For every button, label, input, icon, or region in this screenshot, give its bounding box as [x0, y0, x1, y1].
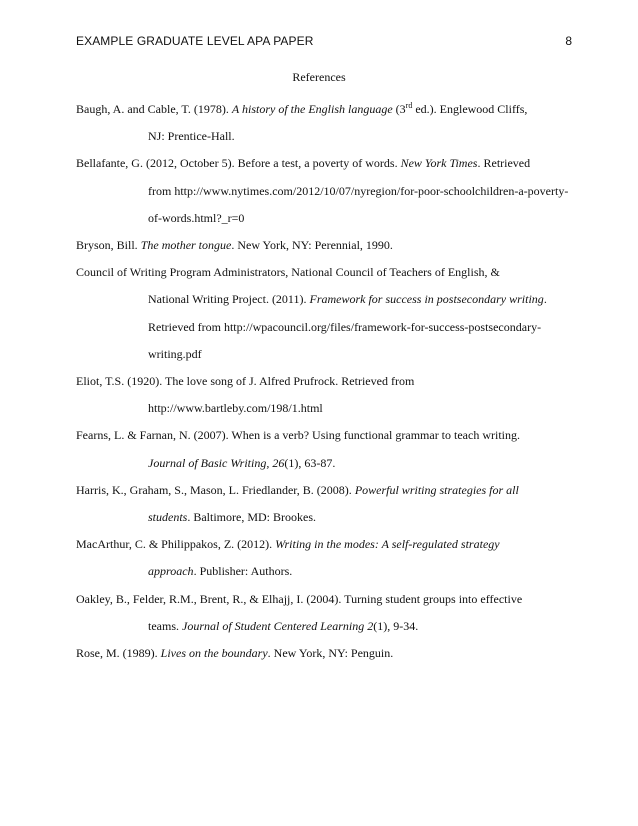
reference-entry-rose: Rose, M. (1989). Lives on the boundary. New York, NY: Penguin.: [76, 646, 394, 661]
reference-entry-bellafante: Bellafante, G. (2012, October 5). Before a test, a poverty of words. New York Times. Retrieved from http://www.nytimes.com/2012/10/07/nyregion/for-poor-schoolchildren-a-poverty- of-words.html?_r=0: [76, 156, 569, 225]
reference-url: from http://www.nytimes.com/2012/10/07/nyregion/for-poor-schoolchildren-a-poverty-: [148, 183, 569, 198]
reference-entry-eliot: Eliot, T.S. (1920). The love song of J. Alfred Prufrock. Retrieved from http://www.bartleby.com/198/1.html: [76, 368, 566, 422]
reference-url: http://www.bartleby.com/198/1.html: [148, 401, 323, 416]
reference-entry-cwpa: Council of Writing Program Administrators, National Council of Teachers of English, & National Writing Project. (2011). Framework for success in postsecondary writing. Retrieved from http://wpacouncil.org/files/framework-for-success-postsecondary- writing.pdf: [76, 259, 566, 368]
references-title: References: [292, 70, 346, 84]
reference-entry-harris: Harris, K., Graham, S., Mason, L. Friedlander, B. (2008). Powerful writing strategies for all students. Baltimore, MD: Brookes.: [76, 482, 519, 525]
reference-entry-oakley: Oakley, B., Felder, R.M., Brent, R., & Elhajj, I. (2004). Turning student groups into effective teams. Journal of Student Centered Learning 2(1), 9-34.: [76, 591, 523, 633]
page-number: 8: [565, 34, 572, 48]
reference-list: [76, 96, 569, 667]
running-head: EXAMPLE GRADUATE LEVEL APA PAPER: [76, 34, 314, 48]
reference-entry-bryson: Bryson, Bill. The mother tongue. New York, NY: Perennial, 1990.: [76, 238, 393, 253]
reference-entry-macarthur: MacArthur, C. & Philippakos, Z. (2012). Writing in the modes: A self-regulated strategy approach. Publisher: Authors.: [76, 537, 500, 579]
reference-entry-fearns: Fearns, L. & Farnan, N. (2007). When is a verb? Using functional grammar to teach writing. Journal of Basic Writing, 26(1), 63-87.: [76, 428, 520, 470]
reference-entry-baugh: Baugh, A. and Cable, T. (1978). A history of the English language (3rd ed.). Englewood Cliffs, NJ: Prentice-Hall.: [76, 101, 528, 144]
reference-url: Retrieved from http://wpacouncil.org/files/framework-for-success-postsecondary-: [148, 319, 542, 334]
